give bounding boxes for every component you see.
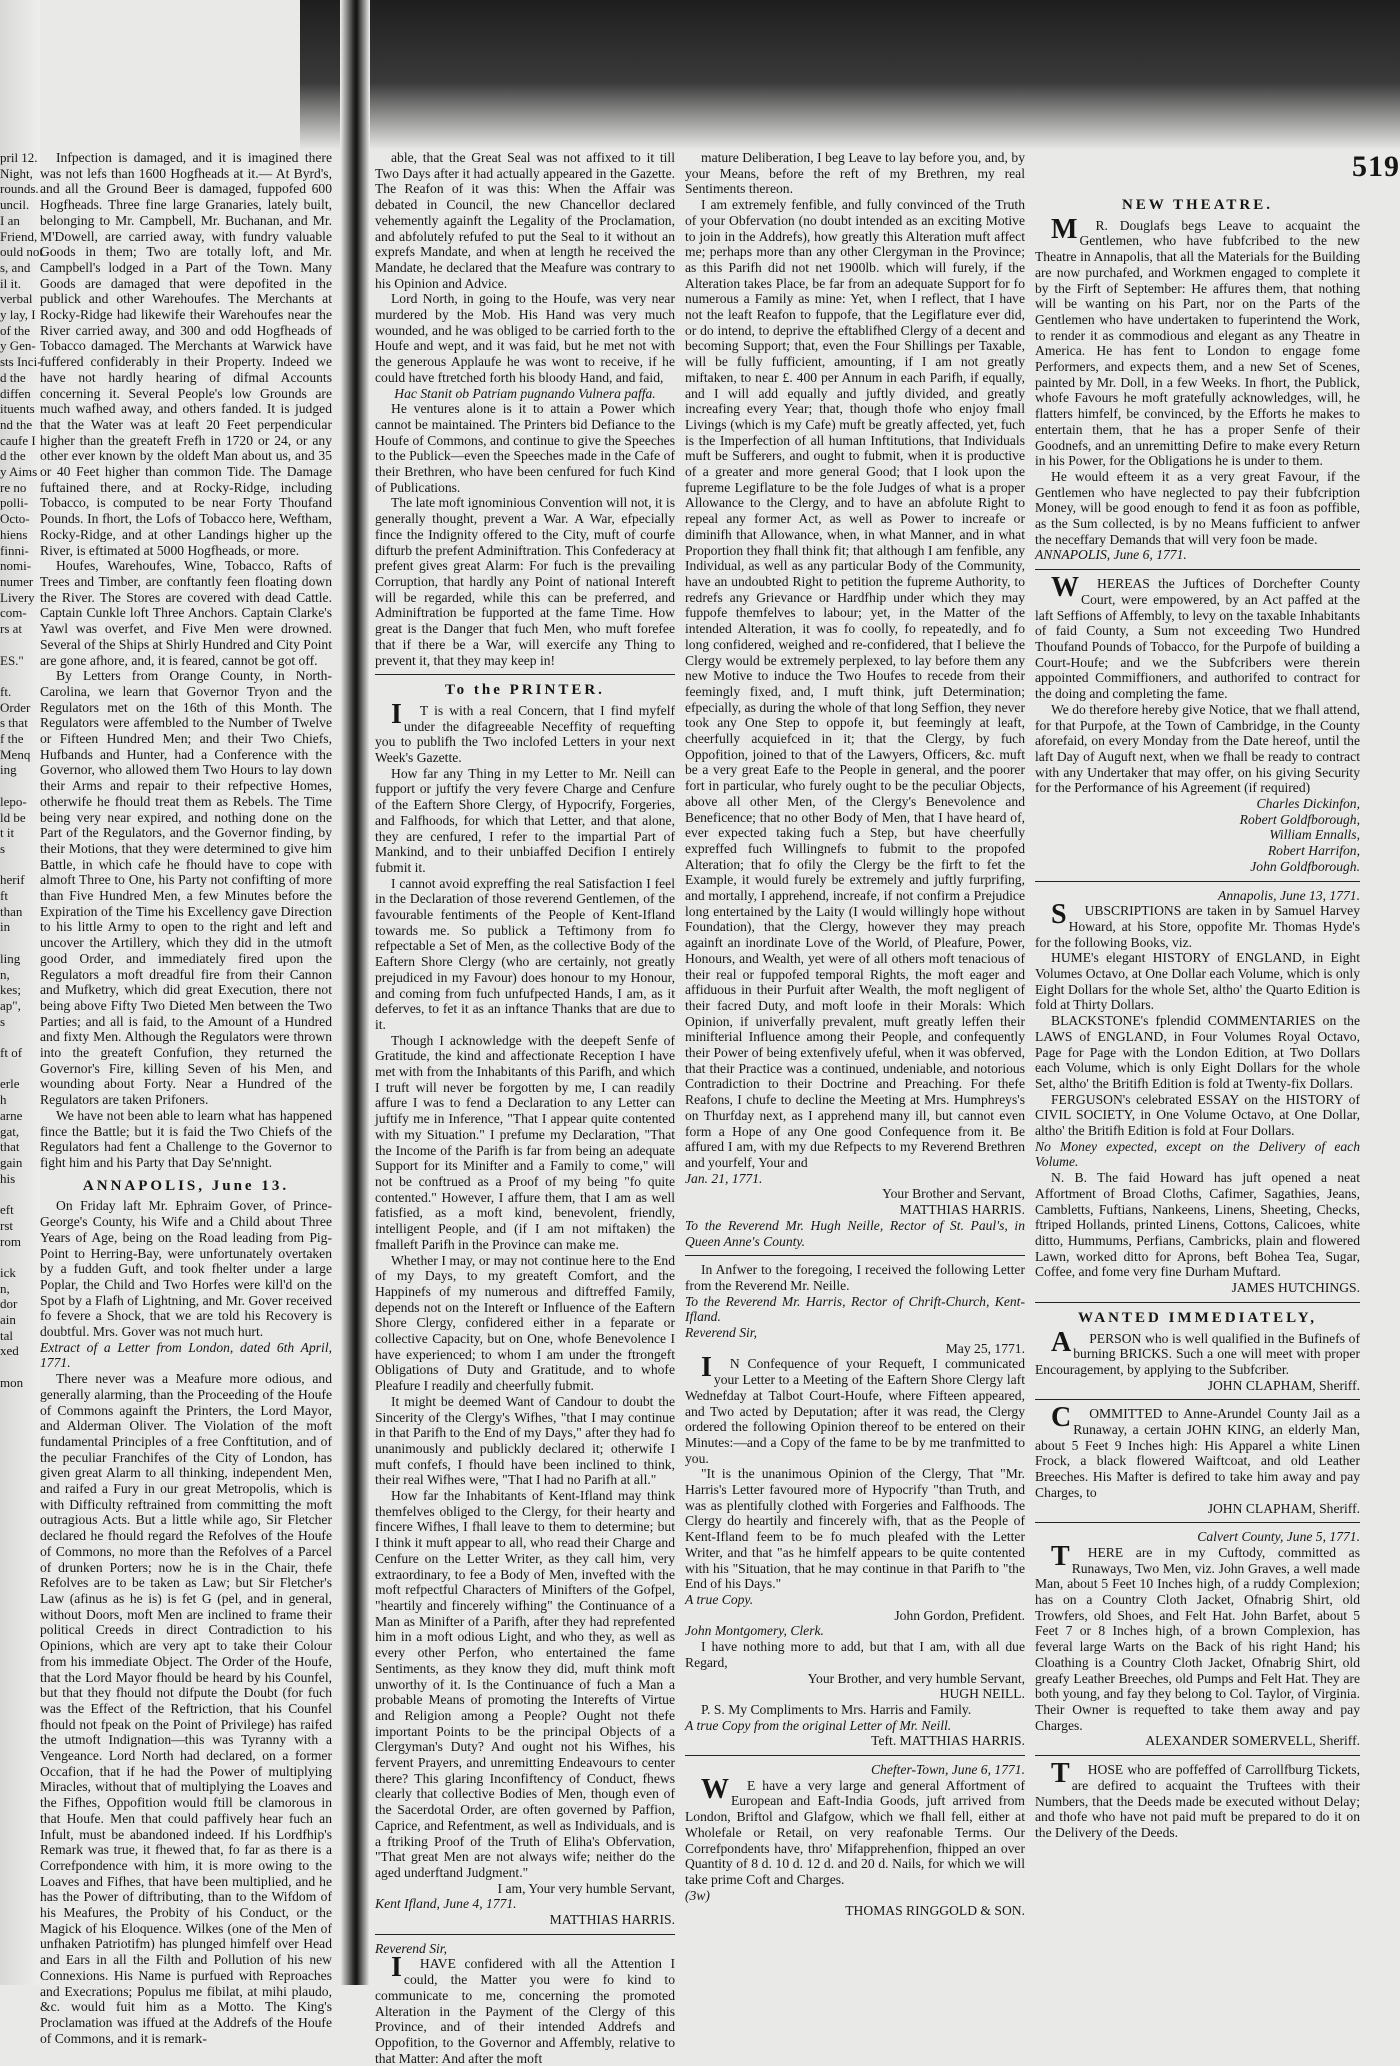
left-page-fragment: Livery <box>0 589 35 605</box>
left-page-fragment <box>0 778 40 794</box>
advertisement-text: He would efteem it as a very great Favour, if the Gentlemen who have neglected to pay their fubfcription Money, will be good enough to fend it as foon as poffible, as the Sum collected, is by no Means fufficient to anfwer the neceffary Demands that will very foon be made. <box>1035 468 1360 547</box>
true-copy-note: A true Copy. <box>685 1591 754 1607</box>
left-page-fragment <box>0 857 40 873</box>
left-page-fragment: ick <box>0 1264 16 1280</box>
left-page-fragment <box>0 935 40 951</box>
article-paragraph: We have not been able to learn what has happened fince the Battle; but it is faid the Two Chiefs of the Regulators had fent a Challenge to the Governor to fight him and his Party that Day Se'nnight. <box>40 1107 332 1170</box>
left-page-fragment: ft of <box>0 1045 23 1061</box>
president-signature: John Gordon, Prefident. <box>894 1607 1025 1623</box>
article-paragraph: I am extremely fenfible, and fully convinced of the Truth of your Obfervation (no doubt intended as an exciting Motive to join in the Addrefs), how greatly this Alteration muft affect me; perhaps more than any other Clergyman in the Province; as this Parifh did not net 1900lb. which will furely, if the Alteration takes Place, be far from an adequate Support for fo numerous a Family as mine: Yet, when I reflect, that I have not the leaft Reafon to fuppofe, that the Legiflature ever did, or do intend, to deprive the eftablifhed Clergy of a decent and becoming Support; that, even the Four Shillings per Taxable, will be fully fufficient, amounting, if I am not greatly miftaken, to near £. 400 per Annum in each Parifh, if equally, and I will add equally and juftly divided, and greatly increafing every Year; that, though thofe who enjoy fmall Livings (which is my Cafe) muft be greatly affected, yet, fuch is the Imperfection of all human Inftitutions, that Individuals muft be Sufferers, and ought to fubmit, when it is productive of a greater and more general Good; that I look upon the fupreme Legiflature to be the fole Judges of what is a proper Allowance to the Clergy, and to have an abfolute Right to repeal any former Act, as well as Power to increafe or diminifh that Allowance, when, in what Manner, and in what Proportion they fhall think fit; that although I am fenfible, any Individual, as well as any particular Body of the Community, have an undoubted Right to petition the fupreme Authority, to redrefs any Grievance or Hardfhip under which they may fuppofe themfelves to labour; yet, in the Matter of the intended Alteration, it was fo coolly, fo repeatedly, and fo long confidered, weighed and re-confidered, that I believe the Clergy would be extremely perplexed, to lay before them any new Motive to induce the Two Houfes to recede from their feemingly fixed, and, I muft think, juft Determination; efpecially, as during the whole of that long Seffion, they never took any One Step to oppofe it, but feemingly at leaft, cheerfully acquiefced in it; that the Clergy, by fuch Oppofition, joined to that of the Lawyers, Officers, &c. muft be a very great Eafe to the People in general, and the poorer fort in particular, who furely ought to be the peculiar Objects, above all other Men, of the Clergy's Benevolence and Beneficence; that no other Body of Men, that I have heard of, ever expected taking fuch a Step, but have cheerfully expreffed fuch Willingnefs to fubmit to the propofed Alteration; that fo ofily the Clergy be the firft to fet the Example, it would furely be extremely and juftly furprifing, and mortally, I apprehend, increafe, if not confirm a Prejudice long entertained by the Laity (I would willingly hope without Foundation), that the Clergy, however they may preach againft an inordinate Love of the World, of Pleafure, Power, Honours, and Wealth, yet were of all others moft tenacious of their real or fuppofed temporal Rights, the moft eager and affiduous in their Purfuit after Wealth, the moft negligent of their facred Duty, and moft loofe in their Morals: Which Opinion, if univerfally prevalent, muft greatly leffen their minifterial Influence among their People, and confequently their Power of being extenfively ufeful, when it was obferved, that their Practice was a continued, undeniable, and notorious Contradiction to their Doctrine and Preaching. For thefe Reafons, I chufe to decline the Meeting at Mrs. Humphreys's on Thurfday next, as I apprehend many ill, but cannot even form a Hope of any One good Confequence from it. Be affured I am, with my due Refpects to my Reverend Brethren and yourfelf, Your and <box>685 197 1025 1170</box>
article-paragraph: In Anfwer to the foregoing, I received the following Letter from the Reverend Mr. Neille. <box>685 1262 1025 1293</box>
article-paragraph: By Letters from Orange County, in North-Carolina, we learn that Governor Tryon and the Regulators met on the 16th of this Month. The Regulators were affembled to the Number of Twelve or Fifteen Hundred Men; and their Two Chiefs, Hufbands and Hunter, had a Conference with the Governor, who allowed them Two Hours to lay down their Arms and repair to their refpective Homes, otherwife he fhould treat them as Rebels. The Time being very near expired, and nothing done on the Part of the Regulators, and the Governor finding, by their Motions, that they were determined to give him Battle, in which cafe he fhould have to cope with almoft Three to One, his Party not confifting of more than Five Hundred Men, a few Minutes before the Expiration of the Time his Excellency gave Direction to his little Army to open to the right and left and uncover the Artillery, which they did in the utmoft good Order, and immediately fired upon the Regulators a moft dreadful fire from their Cannon and Mufketry, which did great Execution, there not being above Fifty Two Dieted Men between the Two Parties; and all is faid, to the Amount of a Hundred and fixty Men. Although the Regulators were thrown into the greateft Confufion, they returned the Governor's Fire, killing Seven of his Men, and wounding about Forty. Near a Hundred of the Regulators are taken Prifoners. <box>40 668 332 1108</box>
left-page-fragment: sts Inci- <box>0 354 42 370</box>
left-page-fragment: re no <box>0 479 27 495</box>
clerk-signature: John Montgomery, Clerk. <box>685 1623 824 1639</box>
advertisement-note: No Money expected, except on the Delivery of each Volume. <box>1035 1138 1360 1170</box>
book-listing: FERGUSON's celebrated ESSAY on the HISTORY of CIVIL SOCIETY, in One Volume Octavo, at One Dollar, altho' the Britifh Edition is fold at Four Dollars. <box>1035 1091 1360 1139</box>
ad-signature: ALEXANDER SOMERVELL, Sheriff. <box>1145 1733 1360 1749</box>
letter-place: Kent Ifland, June 4, 1771. <box>375 1896 517 1912</box>
divider <box>1035 1755 1360 1756</box>
column-3 <box>685 150 1025 1970</box>
book-listing: HUME's elegant HISTORY of ENGLAND, in Eight Volumes Octavo, at One Dollar each Volume, which is only Eight Dollars for the whole Set, altho' the Quarto Edition is fold at Thirty Dollars. <box>1035 950 1360 1013</box>
left-page-fragment: f the <box>0 731 24 747</box>
left-page-fragment: polli- <box>0 495 29 511</box>
left-page-fragment: ing <box>0 762 17 778</box>
divider <box>375 674 675 675</box>
left-page-fragment: ituents <box>0 401 35 417</box>
left-page-fragment: y lay, I <box>0 307 36 323</box>
left-page-fragment: y Aims <box>0 464 38 480</box>
ad-dateline: Calvert County, June 5, 1771. <box>1197 1529 1360 1545</box>
article-paragraph: How far any Thing in my Letter to Mr. Neill can fupport or juftify the very fevere Charge and Cenfure of the Eaftern Shore Clergy, of Hypocrify, Forgeries, and Falfhoods, for which that Letter, and that alone, they are cenfured, I refer to the impartial Part of Mankind, and to their unbiaffed Decifion I entirely fubmit it. <box>375 765 675 875</box>
salutation: Reverend Sir, <box>375 1940 447 1956</box>
left-page-fragment: gat, <box>0 1123 20 1139</box>
left-page-fragment: rs at <box>0 621 23 637</box>
left-page-fragment: ap", <box>0 997 21 1013</box>
left-page-fragment: ES." <box>0 652 24 668</box>
commissioner-name: Charles Dickinfon, <box>1256 796 1360 812</box>
left-page-fragment: diffen <box>0 385 31 401</box>
left-page-fragment: nd the <box>0 416 33 432</box>
left-page-fragment: d the <box>0 448 26 464</box>
left-page-fragment: of the <box>0 322 30 338</box>
article-paragraph: IT is with a real Concern, that I find myfelf under the difagreeable Neceffity of requefting you to publifh the Two inclofed Letters in your next Week's Gazette. <box>375 698 675 766</box>
left-page-fragment: numer <box>0 573 34 589</box>
advertisement-text: COMMITTED to Anne-Arundel County Jail as a Runaway, a certain JOHN KING, an elderly Man, about 5 Feet 9 Inches high: His Apparel a white Linen Frock, a black flowered Waiftcoat, and old Leather Breeches. His Mafter is defired to take him away and pay Charges, to <box>1035 1402 1360 1500</box>
advertisement-text: SUBSCRIPTIONS are taken in by Samuel Harvey Howard, at his Store, oppofite Mr. Thomas Hyde's for the following Books, viz. <box>1035 899 1360 950</box>
left-page-fragment: nomi- <box>0 558 32 574</box>
true-copy-note: A true Copy from the original Letter of Mr. Neill. <box>685 1717 952 1733</box>
ad-signature: JOHN CLAPHAM, Sheriff. <box>1207 1377 1360 1393</box>
article-paragraph: How far the Inhabitants of Kent-Ifland may think themfelves obliged to the Clergy, for their hearty and fincere Wifhes, I fhall leave to them to determine; but I think it muft appear to all, who read their Charge and Cenfure on the Letter Writer, as they call him, very extraordinary, to fee a Body of Men, invefted with the moft refpectful Characters of Minifters of the Gofpel, "heartily and fincerely wifhing" the Continuance of a Man as Minifter of a Parifh, after they had reprefented him in a moft odious Light, and who they, as well as every other Perfon, who entertained the fame Sentiments, as they know they did, muft think moft unworthy of it. Is the Continuance of fuch a Man a probable Means of promoting the Interefts of Virtue and Religion among a People? Ought not thefe important Points to be the principal Objects of a Clergyman's Duty? And ought not his Wifhes, his fervent Prayers, and unremitting Endeavours to center there? This glaring Inconfiftency of Conduct, fhews clearly that collective Bodies of Men, though even of the Sacerdotal Order, are often governed by Paffion, Caprice, and Refentment, as well as Individuals, and is a ftriking Proof of the Truth of Eliha's Obfervation, "That great Men are not always wife; neither do the aged underftand Judgment." <box>375 1488 675 1880</box>
commissioner-name: John Goldfborough. <box>1250 858 1360 874</box>
salutation: Reverend Sir, <box>685 1325 757 1341</box>
article-paragraph: Houfes, Warehoufes, Wine, Tobacco, Rafts of Trees and Timber, are conftantly feen floating down the River. The Stores are covered with dead Cattle. Captain Cunkle loft Three Anchors. Captain Clarke's Yawl was overfet, and Five Men were drowned. Several of the Ships at Shirly Hundred and City Point are gone afhore, and, it is feared, cannot be got off. <box>40 558 332 668</box>
divider <box>1035 569 1360 570</box>
left-page-fragment: that <box>0 1139 20 1155</box>
divider <box>1035 1399 1360 1400</box>
divider <box>685 1755 1025 1756</box>
article-paragraph: "It is the unanimous Opinion of the Clergy, That "Mr. Harris's Letter favoured more of Hypocrify "than Truth, and was as plentifully clothed with Forgeries and Falfhoods. The Clergy do heartily and fincerely wifh, that as the People of Kent-Ifland feem to be fo much pleafed with the Letter Writer, and that "as he himfelf appears to be quite contented with his "Situation, that he may continue in that Parifh to "the End of his Days." <box>685 1466 1025 1592</box>
commissioner-name: Robert Harrifon, <box>1267 843 1360 859</box>
left-page-fragment: Octo- <box>0 511 30 527</box>
letter-heading: To the PRINTER. <box>445 682 605 699</box>
left-page-fragment: rom <box>0 1233 21 1249</box>
left-page-fragment: hiens <box>0 526 28 542</box>
ad-signature: THOMAS RINGGOLD & SON. <box>845 1903 1025 1919</box>
article-paragraph: Whether I may, or may not continue here to the End of my Days, to my greateft Comfort, and the Happinefs of my numerous and diftreffed Family, depends not on the Intereft or Influence of the Eaftern Shore Clergy, confidered either in a feparate or collective Capacity, but on One, whofe Benevolence I have experienced; to whom I am under the ftrongeft Obligations of Duty and Gratitude, and to whofe Pleafure I readily and cheerfully fubmit. <box>375 1252 675 1394</box>
letter-date: May 25, 1771. <box>945 1340 1025 1356</box>
advertisement-text: WHEREAS the Juftices of Dorchefter County Court, were empowered, by an Act paffed at the laft Seffions of Affembly, to levy on the taxable Inhabitants of faid County, a Sum not exceeding Two Hundred Thoufand Pounds of Tobacco, for the Purpofe of building a Court-Houfe; and we the Subfcribers were therein appointed Commiffioners, and authorifed to contract for the doing and completing the fame. <box>1035 572 1360 702</box>
left-page-fragment: Order <box>0 699 31 715</box>
advertisement-text: THOSE who are poffeffed of Carrollfburg Tickets, are defired to acquaint the Truftees with their Numbers, that the Deeds made be executed without Delay; and thofe who have not paid muft be prepared to do it on the Delivery of the Deeds. <box>1035 1758 1360 1840</box>
left-page-fragment: ling <box>0 950 21 966</box>
left-page-fragment: s <box>0 1013 6 1029</box>
divider <box>1035 881 1360 882</box>
left-page-fragment: Menq <box>0 746 31 762</box>
left-page-fragment: n, <box>0 966 10 982</box>
article-paragraph: mature Deliberation, I beg Leave to lay before you, and, by your Means, before the reft of my Brethren, my real Sentiments thereon. <box>685 150 1025 197</box>
left-page-fragment: kes; <box>0 982 21 998</box>
left-page-fragment: lepo- <box>0 793 27 809</box>
article-paragraph: He ventures alone is it to attain a Power which cannot be maintained. The Printers bid Defiance to the Houfe of Commons, and continue to give the Speeches to the Publick—even the Speeches made in the Cafe of their Brethren, who have been cenfured for fuch Kind of Publications. <box>375 401 675 495</box>
article-paragraph: On Friday laft Mr. Ephraim Gover, of Prince-George's County, his Wife and a Child about Three Years of Age, being on the Road leading from Pig-Point to Herring-Bay, were unfortunately overtaken by a fudden Guft, and took fhelter under a large Poplar, the Child and Two Horfes were kill'd on the Spot by a Flafh of Lightning, and Mr. Gover received fo fevere a Shock, that we are told his Recovery is doubtful. Mrs. Gover was not much hurt. <box>40 1198 332 1340</box>
left-page-fragment: arne <box>0 1107 23 1123</box>
latin-quote: Hac Stanit ob Patriam pugnando Vulnera paffa. <box>394 385 656 401</box>
book-listing: BLACKSTONE's fplendid COMMENTARIES on the LAWS of ENGLAND, in Four Volumes Royal Octavo, Page for Page with the London Edition, at Two Dollars each Volume, which is only Eight Dollars for the whole Set, altho' the Britifh Edition is fold at Twenty-fix Dollars. <box>1035 1013 1360 1091</box>
left-page-fragment: ld be <box>0 809 26 825</box>
article-paragraph: I have nothing more to add, but that I am, with all due Regard, <box>685 1639 1025 1670</box>
column-4 <box>1035 190 1360 2010</box>
advertisement-text: MR. Douglafs begs Leave to acquaint the Gentlemen, who have fubfcribed to the new Theatre in Annapolis, that all the Materials for the Building are now purchafed, and Workmen engaged to complete it by the Firft of September: He affures them, that nothing will be wanting on his Part, nor on the Parts of the Gentlemen who have undertaken to fuperintend the Work, to render it as commodious and elegant as any Theatre in America. He has fent to London to engage fome Performers, and expects them, and a new Set of Scenes, painted by Mr. Doll, in a few Weeks. In fhort, the Publick, whofe Favours he moft gratefully acknowledges, will, he flatters himfelf, be convinced, by the Efforts he makes to entertain them, that he has a proper Senfe of their Goodnefs, and an unremitting Defire to make every Return in his Power, for the Obligations he is under to them. <box>1035 213 1360 469</box>
left-page-fragment: h <box>0 1092 7 1108</box>
divider <box>375 1934 675 1935</box>
ad-dateline: Chefter-Town, June 6, 1771. <box>870 1762 1025 1778</box>
book-gutter <box>340 0 370 1985</box>
left-page-fragment: il it. <box>0 275 21 291</box>
left-page-fragment: gain <box>0 1155 23 1170</box>
advertisement-text: N. B. The faid Howard has juft opened a neat Affortment of Broad Cloths, Cafimer, Sagathies, Jeans, Cambletts, Fuftians, Nankeens, Linens, Sheeting, Checks, ftriped Hollands, printed Linens, Cottons, Calicoes, white ditto, Hummums, Perfians, Cambricks, plain and flowered Lawn, worked ditto for Aprons, beft Bohea Tea, Sugar, Coffee, and fome very fine Durham Muftard. <box>1035 1170 1360 1280</box>
letter-signer: HUGH NEILL. <box>939 1686 1025 1702</box>
left-page-fragment: finni- <box>0 542 29 558</box>
left-page-fragment: Night, <box>0 165 33 181</box>
letter-closing: I am, Your very humble Servant, <box>497 1880 675 1896</box>
ad-dateline: ANNAPOLIS, June 6, 1771. <box>1035 547 1187 563</box>
left-page-fragment: s, and <box>0 259 31 275</box>
page-number: 519 <box>1352 150 1400 183</box>
left-page-fragment: dor <box>0 1296 18 1312</box>
article-paragraph: Lord North, in going to the Houfe, was very near murdered by the Mob. His Hand was very much wounded, and he was obliged to be carried forth to the Houfe and wept, and it was faid, but he met not with the generous Applaufe he was wont to receive, if he could have ftretched forth his bloody Hand, and faid, <box>375 291 675 385</box>
article-paragraph: IHAVE confidered with all the Attention I could, the Matter you were fo kind to communicate to me, concerning the promoted Alteration in the Payment of the Clergy of this Province, and of their intended Addrefs and Oppofition, to the Governor and Affembly, relative to that Matter: And after the moft <box>375 1952 675 2066</box>
advertisement-text: THERE are in my Cuftody, committed as Runaways, Two Men, viz. John Graves, a well made Man, about 5 Feet 10 Inches high, of a ruddy Complexion; has on a Country Cloth Jacket, Ofnabrig Shirt, old Trowfers, old Shoes, and Felt Hat. John Barfet, about 5 Feet 7 or 8 Inches high, of a brown Complexion, has feveral large Warts on the Back of his right Hand; his Cloathing is a Country Cloth Jacket, Ofnabrig Shirt, old greafy Leather Breeches, old Pumps and Felt Hat. They are both young, and fay they belong to Col. Taylor, of Virginia. Their Owner is requefted to take them away and pay Charges. <box>1035 1540 1360 1733</box>
left-page-fragment: caufe I <box>0 432 36 448</box>
left-page-fragment: erle <box>0 1076 20 1092</box>
left-page-fragment: his <box>0 1170 16 1186</box>
left-page-fragment: tal <box>0 1327 13 1343</box>
left-page-fragment <box>0 1186 40 1202</box>
letter-signer: MATTHIAS HARRIS. <box>899 1202 1025 1218</box>
left-page-fragment: mon <box>0 1374 24 1390</box>
extract-title: Extract of a Letter from London, dated 6th April, 1771. <box>40 1339 332 1371</box>
column-1 <box>40 150 332 2046</box>
attestation: Teft. MATTHIAS HARRIS. <box>871 1733 1025 1749</box>
left-page-fragment: d the <box>0 369 26 385</box>
left-page-fragment: ft. <box>0 683 12 699</box>
commissioner-name: William Ennalls, <box>1269 827 1360 843</box>
article-paragraph: Though I acknowledge with the deepeft Senfe of Gratitude, the kind and affectionate Reception I have met with from the Inhabitants of this Parifh, and which I truft will never be forgotten by me, I can readily affure I was to fend a Declaration to any Letter can juftify me in Inference, "That I appear quite contented with my Situation." I prefume my Declaration, "That the Income of the Parifh is far from being an adequate Support for its Minifter and a Family to come," will not be conftrued as a Proof of my being "fo quite contented." However, I affure them, that I am as well fatisfied, as a moft kind, benevolent, friendly, intelligent People, and (if I am not miftaken) the fmalleft Parifh in the Province can make me. <box>375 1032 675 1252</box>
left-page-fragment: ould not <box>0 244 43 260</box>
left-page-fragment: pril 12. <box>0 150 38 165</box>
left-page-fragments <box>0 150 43 1970</box>
left-page-fragment: y Gen- <box>0 338 36 354</box>
ad-mark: (3w) <box>685 1887 710 1903</box>
left-page-fragment <box>0 1359 40 1375</box>
scan-shadow-top <box>300 0 1400 150</box>
divider <box>1035 1302 1360 1303</box>
article-paragraph: IN Confequence of your Requeft, I communicated your Letter to a Meeting of the Eaftern Shore Clergy laft Wednefday at Talbot Court-Houfe, where Fifteen appeared, and Two acted by Deputation; after it was read, the Clergy ordered the following Opinion thereof to be entered on their Minutes:—and a Copy of the fame to be by me tranfmitted to you. <box>685 1352 1025 1466</box>
left-page-fragment: rst <box>0 1217 13 1233</box>
left-page-fragment <box>0 637 40 653</box>
article-paragraph: I cannot avoid expreffing the real Satisfaction I feel in the Declaration of those reverend Gentlemen, of the favourable fentiments of the People of Kent-Ifland towards me. So publick a Teftimony from fo refpectable a Set of Men, as the collective Body of the Eaftern Shore Clergy (who are certainly, not greatly prejudiced in my Favour) does honour to my Honour, and coming from fuch unfufpected Hands, I am, as it deferves, to fet it as an inftance Thanks that are due to it. <box>375 875 675 1032</box>
left-page-fragment: uncil. <box>0 197 30 213</box>
divider <box>1035 1522 1360 1523</box>
letter-address: To the Reverend Mr. Harris, Rector of Chrift-Church, Kent-Ifland. <box>685 1293 1025 1325</box>
article-paragraph: Infpection is damaged, and it is imagined there was not lefs than 1600 Hogfheads at it.— At Byrd's, and all the Ground Beer is damaged, fuppofed 600 Hogfheads. Three fine large Granaries, lately built, belonging to Mr. Campbell, Mr. Buchanan, and Mr. M'Dowell, are carried away, with fundry valuable Goods in them; Two are totally loft, and Mr. Campbell's lodged in a Part of the Town. Many Goods are damaged that were depofited in the publick and other Warehoufes. The Merchants at Rocky-Ridge had likewife their Warehoufes near the River carried away, and 300 and odd Hogfheads of Tobacco damaged. The Merchants at Warwick have fuffered confiderably in their Property. Indeed we have not hardly hearing of difmal Accounts concerning it. Several People's low Grounds are much wafhed away, and others fanded. It is judged that the Water was at leaft 20 Feet perpendicular higher than the greateft Frefh in 1720 or 24, or any other ever known by the oldeft Man about us, and 35 or 40 Feet higher than common Tide. The Damage fuftained there, and at Rocky-Ridge, including Tobacco, is computed to be near Forty Thoufand Pounds. In fhort, the Lofs of Tobacco here, Weftham, Rocky-Ridge, and at other Landings higher up the River, is eftimated at 5000 Hogfheads, or more. <box>40 150 332 558</box>
left-page-fragment: xed <box>0 1343 19 1359</box>
left-page-fragment: ain <box>0 1312 16 1328</box>
theatre-heading: NEW THEATRE. <box>1121 197 1274 213</box>
left-page-fragment: herif <box>0 872 25 888</box>
left-page-fragment: I an <box>0 212 20 228</box>
article-paragraph: The late moft ignominious Convention will not, it is generally thought, prevent a War. A War, efpecially fince the Indignity offered to the City, muft of courfe difturb the prefent Adminiftration. This Confederacy at prefent gives great Alarm: For fuch is the prevailing Corruption, that hardly any Point of national Intereft will be regarded, while this can be preferred, and Adminiftration be fupported at the fame Time. How great is the Danger that fuch Men, who muft forefee that if there be a War, will exercife any Thing to prevent it, that they may keep in! <box>375 495 675 668</box>
letter-signer: MATTHIAS HARRIS. <box>549 1912 675 1928</box>
left-page-fragment: rounds. <box>0 181 39 197</box>
left-page-fragment: eft <box>0 1202 14 1218</box>
left-page-fragment <box>0 668 40 684</box>
advertisement-text: WE have a very large and general Affortment of European and Eaft-India Goods, juft arrived from London, Briftol and Glafgow, which we fhall fell, either at Wholefale or Retail, on very reafonable Terms. Our Correfpondents have, thro' Mifapprehenfion, fhipped an over Quantity of 8 d. 10 d. 12 d. and 20 d. Nails, for which we will take prime Coft and Charges. <box>685 1773 1025 1887</box>
divider <box>685 1255 1025 1256</box>
left-page-fragment: s <box>0 840 6 856</box>
ad-signature: JOHN CLAPHAM, Sheriff. <box>1207 1500 1360 1516</box>
left-page-fragment: verbal <box>0 291 33 307</box>
letter-closing: Your Brother and Servant, <box>882 1186 1025 1202</box>
left-page-fragment <box>0 1029 40 1045</box>
dateline-heading: ANNAPOLIS, June 13. <box>82 1177 290 1194</box>
commissioner-name: Robert Goldfborough, <box>1239 811 1360 827</box>
ad-signature: JAMES HUTCHINGS. <box>1231 1280 1360 1296</box>
left-page-fragment: s that <box>0 715 28 731</box>
left-page-fragment: t it <box>0 825 15 841</box>
ad-dateline: Annapolis, June 13, 1771. <box>1218 887 1360 903</box>
letter-address: To the Reverend Mr. Hugh Neille, Rector of St. Paul's, in Queen Anne's County. <box>685 1217 1025 1249</box>
letter-date: Jan. 21, 1771. <box>685 1170 763 1186</box>
left-page-fragment: Friend, <box>0 228 38 244</box>
wanted-heading: WANTED IMMEDIATELY, <box>1078 1309 1317 1326</box>
left-page-fragment: n, <box>0 1280 10 1296</box>
left-page-fragment <box>0 1249 40 1265</box>
article-paragraph: It might be deemed Want of Candour to doubt the Sincerity of the Clergy's Wifhes, "that I may continue in that Parifh to the End of my Days," after they had fo unanimously and publickly declared it; otherwife I muft confefs, I fhould have been inclined to think, their real Wifhes were, "That I had no Parifh at all." <box>375 1393 675 1488</box>
advertisement-text: We do therefore hereby give Notice, that we fhall attend, for that Purpofe, at the Town of Cambridge, in the County aforefaid, on every Monday from the Date hereof, until the laft Day of Auguft next, when we fhall be ready to contract with any Undertaker that may offer, on his giving Security for the Performance of his Agreement (if required) <box>1035 701 1360 796</box>
article-paragraph: able, that the Great Seal was not affixed to it till Two Days after it had actually appeared in the Gazette. The Reafon of it was this: When the Affair was debated in Council, the new Chancellor declared vehemently againft the Legality of the Proclamation, and abfolutely refufed to put the Seal to it without an exprefs Mandate, and when at length he received the Mandate, he declared that the Meafure was contrary to his Opinion and Advice. <box>375 150 675 291</box>
letter-closing: Your Brother, and very humble Servant, <box>807 1670 1025 1686</box>
advertisement-text: APERSON who is well qualified in the Bufinefs of burning BRICKS. Such a one will meet with proper Encouragement, by applying to the Subfcriber. <box>1035 1326 1360 1377</box>
article-paragraph: There never was a Meafure more odious, and generally alarming, than the Proceeding of the Houfe of Commons againft the Printers, the Lord Mayor, and Alderman Oliver. The Violation of the moft fundamental Principles of a free Conftitution, and of the peculiar Franchifes of the City of London, has given great Alarm to all thinking, independent Men, and raifed a Fury in our great Metropolis, which is with Difficulty reftrained from committing the moft outragious Acts. But a little while ago, Sir Fletcher declared he fhould regard the Refolves of the Houfe of Commons, no more than the Refolves of a Parcel of drunken Porters; now he is in the Chair, thefe Refolves are to be taken as Law; but Sir Fletcher's Law (afinus as he is) is fet G (pel, and in general, without Doors, moft Men are inclined to frame their political Creeds in direct Contradiction to his Opinions, which are very apt to take their Colour from his immediate Object. The Order of the Houfe, that the Lord Mayor fhould be heard by his Counfel, but that they fhould not difpute the Doubt (for fuch was the Effect of the Reftriction, that his Counfel fhould not fpeak on the Point of Privilege) has raifed the utmoft Indignation—this was Tyranny with a Vengeance. Lord North had declared, on a former Occafion, that if he had the Power of multiplying Miracles, without that of multiplying the Loaves and the Fifhes, Oppofition would ftill be clamorous in that Houfe. Men that could paffively hear fuch an Infult, must be abandoned indeed. If his Lordfhip's Remark was true, it fhewed that, fo far as there is a Correfpondence with him, it is more owing to the Loaves and Fifhes, that have been multiplied, and he has the Power of diftributing, than to the Wifdom of his Meafures, the Probity of his Conduct, or the Magick of his Eloquence. Wilkes (one of the Men of unfhaken Patriotifm) has plunged himfelf over Head and Ears in all the Filth and Pollution of his new Connexions. His Name is purfued with Reproaches and Execrations; Populus me fibilat, at mihi plaudo, &c. would fuit him as a Motto. The King's Proclamation was iffued at the Addrefs of the Houfe of Commons, and it is remark- <box>40 1371 332 2046</box>
left-page-fragment: com- <box>0 605 27 621</box>
left-page-fragment <box>0 1391 40 1407</box>
column-2 <box>375 150 675 2066</box>
left-page-fragment <box>0 1061 40 1077</box>
left-page-fragment: ft <box>0 888 8 904</box>
left-page-fragment: than <box>0 903 23 919</box>
postscript: P. S. My Compliments to Mrs. Harris and Family. <box>701 1701 972 1717</box>
left-page-fragment: in <box>0 919 11 935</box>
